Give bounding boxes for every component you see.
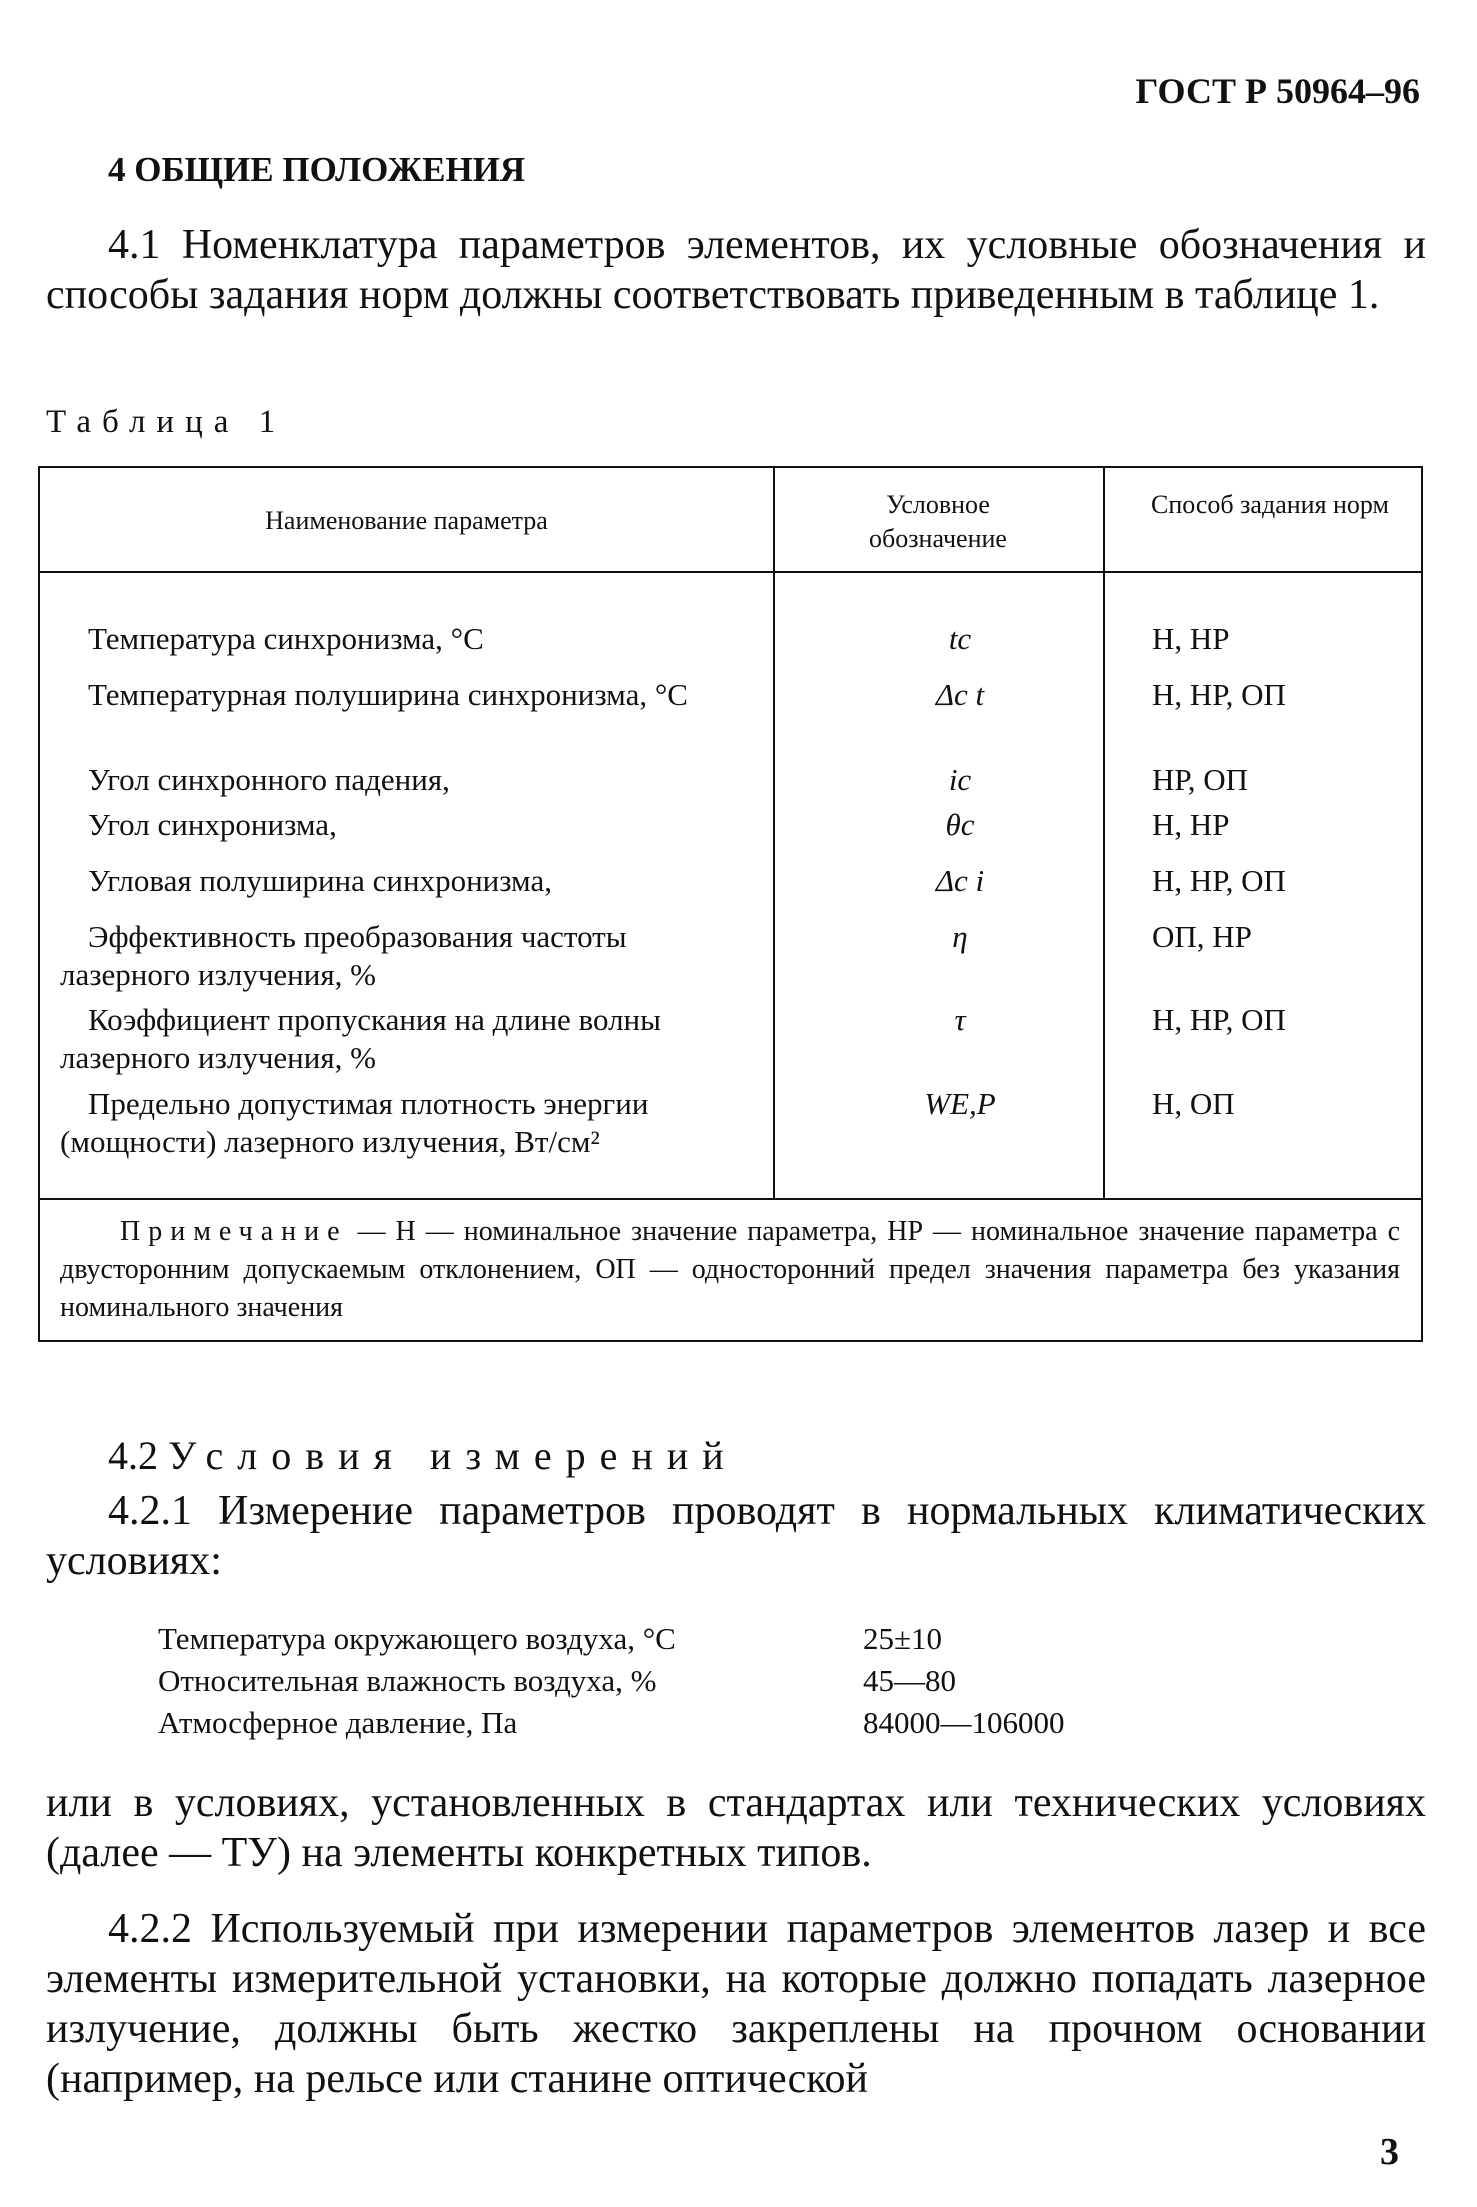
condition-label: Атмосферное давление, Па xyxy=(158,1705,518,1740)
condition-row xyxy=(158,1618,1258,1660)
table-caption: Таблица 1 xyxy=(46,404,287,440)
table-row-name: Коэффициент пропускания на длине волны лазерного излучения, % xyxy=(60,1002,661,1075)
table-row-method: Н, НР, ОП xyxy=(1152,677,1286,712)
table-row-name: Температурная полуширина синхронизма, °С xyxy=(88,677,688,712)
subsection-number: 4.2 xyxy=(108,1433,158,1478)
paragraph-4-1: 4.1 Номенклатура параметров элементов, их условные обозначения и способы задания норм должны соответствовать приведенным в таблице 1. xyxy=(46,222,1426,318)
paragraph-4-2-1: 4.2.1 Измерение параметров проводят в нормальных климатических условиях: xyxy=(46,1488,1426,1584)
table-row-symbol: WE,P xyxy=(924,1086,996,1121)
table-row-symbol: θс xyxy=(945,807,975,842)
table-row-name: Температура синхронизма, °С xyxy=(88,621,484,656)
table-row-symbol: η xyxy=(952,919,968,954)
parameters-table xyxy=(38,466,1423,1342)
table-row-method: ОП, НР xyxy=(1152,919,1252,954)
table-row-method: НР, ОП xyxy=(1152,762,1249,797)
conditions-list xyxy=(158,1618,1258,1744)
note-label: Примечание xyxy=(120,1216,348,1247)
table-row-name: Угол синхронного падения, xyxy=(88,762,450,797)
condition-value: 25±10 xyxy=(863,1621,943,1656)
condition-row xyxy=(158,1660,1258,1702)
table-row-symbol: Δс t xyxy=(935,677,985,712)
condition-row xyxy=(158,1702,1258,1744)
condition-label: Относительная влажность воздуха, % xyxy=(158,1663,657,1698)
condition-value: 84000—106000 xyxy=(863,1705,1065,1740)
table-note-divider xyxy=(40,1198,1421,1200)
table-row-method: Н, НР xyxy=(1152,621,1230,656)
table-row-method: Н, НР, ОП xyxy=(1152,863,1286,898)
table-row-symbol: iс xyxy=(948,762,972,797)
column-header-method: Способ задания норм xyxy=(1150,490,1389,519)
table-row-method: Н, НР, ОП xyxy=(1152,1002,1286,1037)
table-row-symbol: tс xyxy=(948,621,972,656)
note-text: — Н — номинальное значение параметра, НР — номинальное значение параметра с двусторонним допускаемым отклонением, ОП — односторонний предел значения параметра без указания номинального значения xyxy=(60,1216,1401,1323)
column-header-name: Наименование параметра xyxy=(265,506,548,535)
page-number: 3 xyxy=(1380,2131,1399,2173)
subsection-heading xyxy=(108,1432,738,1479)
paragraph-4-2-2: 4.2.2 Используемый при измерении параметров элементов лазер и все элементы измерительной установки, на которые должно попадать лазерное излучение, должны быть жестко закреплены на прочном основании (например, на рельсе или станине оптической xyxy=(46,1906,1426,2102)
table-row-name: Угловая полуширина синхронизма, xyxy=(88,863,552,898)
table-row-name: Угол синхронизма, xyxy=(88,807,337,842)
subsection-title: Условия измерений xyxy=(168,1433,738,1478)
table-row-symbol: τ xyxy=(954,1002,966,1037)
table-row-method: Н, НР xyxy=(1152,807,1230,842)
table-note xyxy=(60,1213,1400,1327)
table-row-name: Эффективность преобразования частоты лазерного излучения, % xyxy=(60,919,627,992)
condition-value: 45—80 xyxy=(863,1663,956,1698)
table-header-divider xyxy=(40,571,1421,573)
table-row-method: Н, ОП xyxy=(1152,1086,1235,1121)
table-row-name: Предельно допустимая плотность энергии (мощности) лазерного излучения, Вт/см² xyxy=(60,1086,649,1159)
column-header-symbol: Условное обозначение xyxy=(869,490,1007,553)
paragraph-conditions-continued: или в условиях, установленных в стандартах или технических условиях (далее — ТУ) на элементы конкретных типов. xyxy=(46,1780,1426,1876)
section-heading: 4 ОБЩИЕ ПОЛОЖЕНИЯ xyxy=(108,150,526,189)
document-code: ГОСТ Р 50964–96 xyxy=(1135,71,1420,111)
condition-label: Температура окружающего воздуха, °С xyxy=(158,1621,676,1656)
table-row-symbol: Δс i xyxy=(935,863,985,898)
